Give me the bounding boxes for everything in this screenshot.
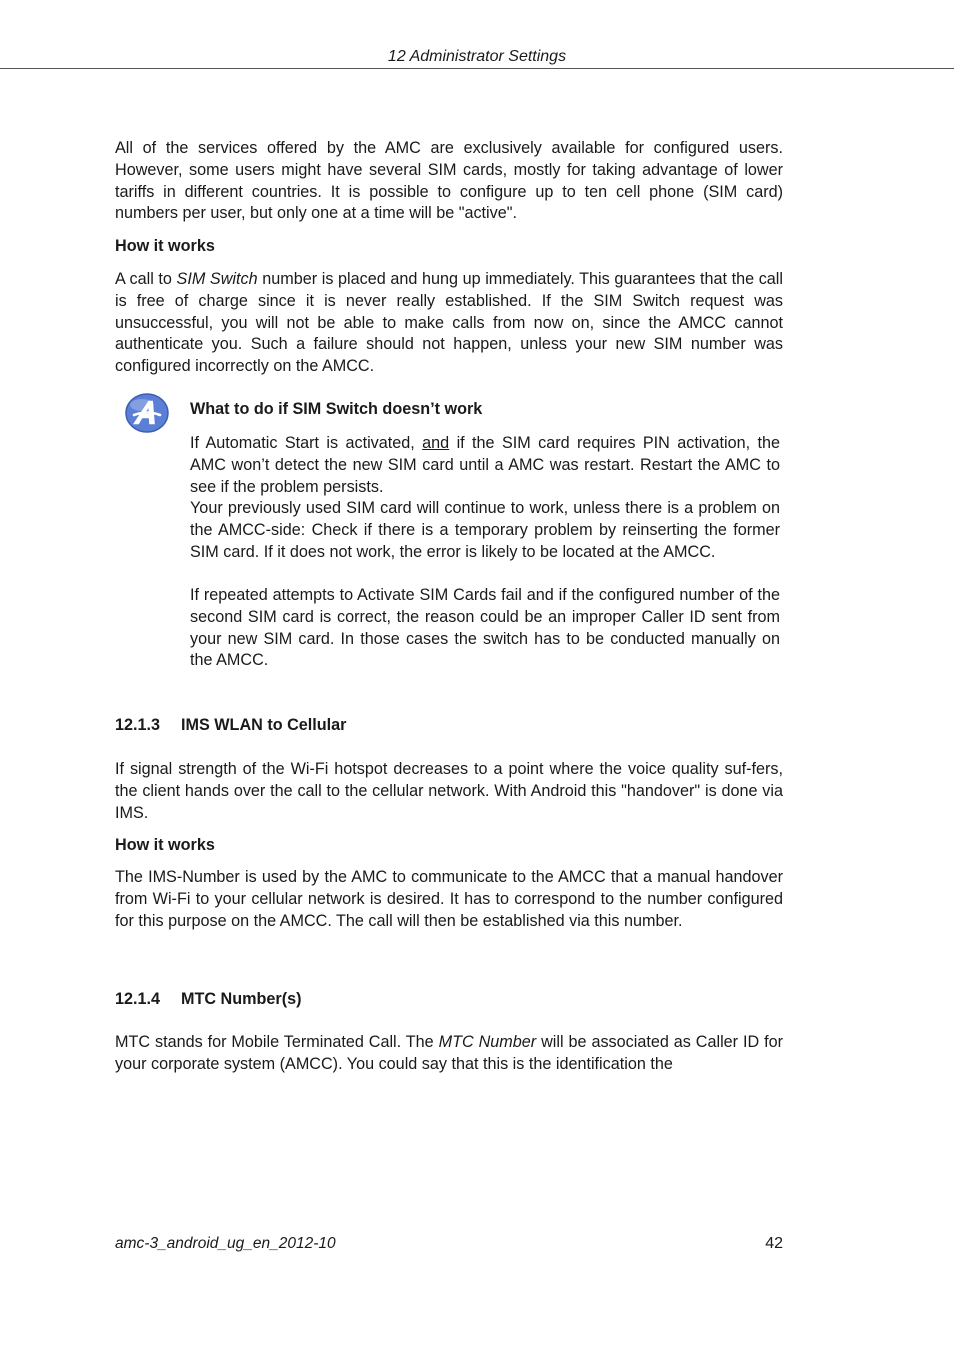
header-rule	[0, 68, 954, 69]
note-p1-pre: If Automatic Start is activated,	[190, 434, 423, 452]
running-header: 12 Administrator Settings	[387, 48, 567, 65]
hint-icon	[125, 393, 169, 433]
mtc-em: MTC Number	[438, 1033, 537, 1051]
sim-switch-paragraph	[115, 269, 783, 378]
sim-switch-text-pre: A call to	[115, 270, 177, 288]
note-paragraph-3: If repeated attempts to Activate SIM Cards fail and if the configured number of the second SIM card is correct, the reason could be an improper Caller ID sent from your new SIM card. In those cases the switch has to be conducted manually on the AMCC.	[190, 586, 780, 670]
section-1213-title: IMS WLAN to Cellular	[181, 716, 347, 734]
section-1214-heading	[115, 989, 783, 1011]
section-1213-paragraph: If signal strength of the Wi-Fi hotspot decreases to a point where the voice quality suf-fers, the client hands over the call to the cellular network. With Android this "handover" is done via IMS.	[115, 760, 783, 822]
section-1213-number: 12.1.3	[115, 716, 161, 734]
note-title: What to do if SIM Switch doesn’t work	[190, 400, 483, 418]
footer-doc-id: amc-3_android_ug_en_2012-10	[115, 1235, 336, 1252]
page-number: 42	[765, 1235, 783, 1252]
note-p1-post: if the SIM card requires PIN activation, the AMC won’t detect the new SIM card until a AMC was restart. Restart the AMC to see if the problem persists.	[190, 434, 780, 496]
intro-paragraph: All of the services offered by the AMC are exclusively available for configured users. However, some users might have several SIM cards, mostly for taking advantage of lower tariffs in different countries. It is possible to configure up to ten cell phone (SIM card) numbers per user, but only one at a time will be "active".	[115, 139, 783, 223]
sim-switch-text-post: number is placed and hung up immediately. This guarantees that the call is free of charge since it is never really established. If the SIM Switch request was unsuccessful, you will not be able to make calls from now on, since the AMCC cannot authenticate you. Such a failure should not happen, unless your new SIM number was configured incorrectly on the AMCC.	[115, 270, 783, 376]
section-1214-title: MTC Number(s)	[181, 990, 302, 1008]
note-paragraph-2: Your previously used SIM card will continue to work, unless there is a problem on the AMCC-side: Check if there is a temporary problem by reinserting the former SIM card. If it does not work, the error is likely to be located at the AMCC.	[190, 499, 780, 561]
how-it-works-heading-2: How it works	[115, 836, 215, 854]
note-paragraph-1	[190, 433, 780, 498]
mtc-text-pre: MTC stands for Mobile Terminated Call. The	[115, 1033, 439, 1051]
mtc-paragraph	[115, 1032, 783, 1076]
ims-number-paragraph: The IMS-Number is used by the AMC to communicate to the AMCC that a manual handover from Wi-Fi to your cellular network is desired. It has to correspond to the number configured for this purpose on the AMCC. The call will then be established via this number.	[115, 868, 783, 930]
how-it-works-heading: How it works	[115, 237, 215, 255]
sim-switch-em: SIM Switch	[176, 270, 258, 288]
section-1214-number: 12.1.4	[115, 990, 161, 1008]
section-1213-heading	[115, 715, 783, 737]
note-p1-underline: and	[422, 434, 450, 452]
mtc-text-post: will be associated as Caller ID for your corporate system (AMCC). You could say that this is the identification the	[115, 1033, 783, 1073]
